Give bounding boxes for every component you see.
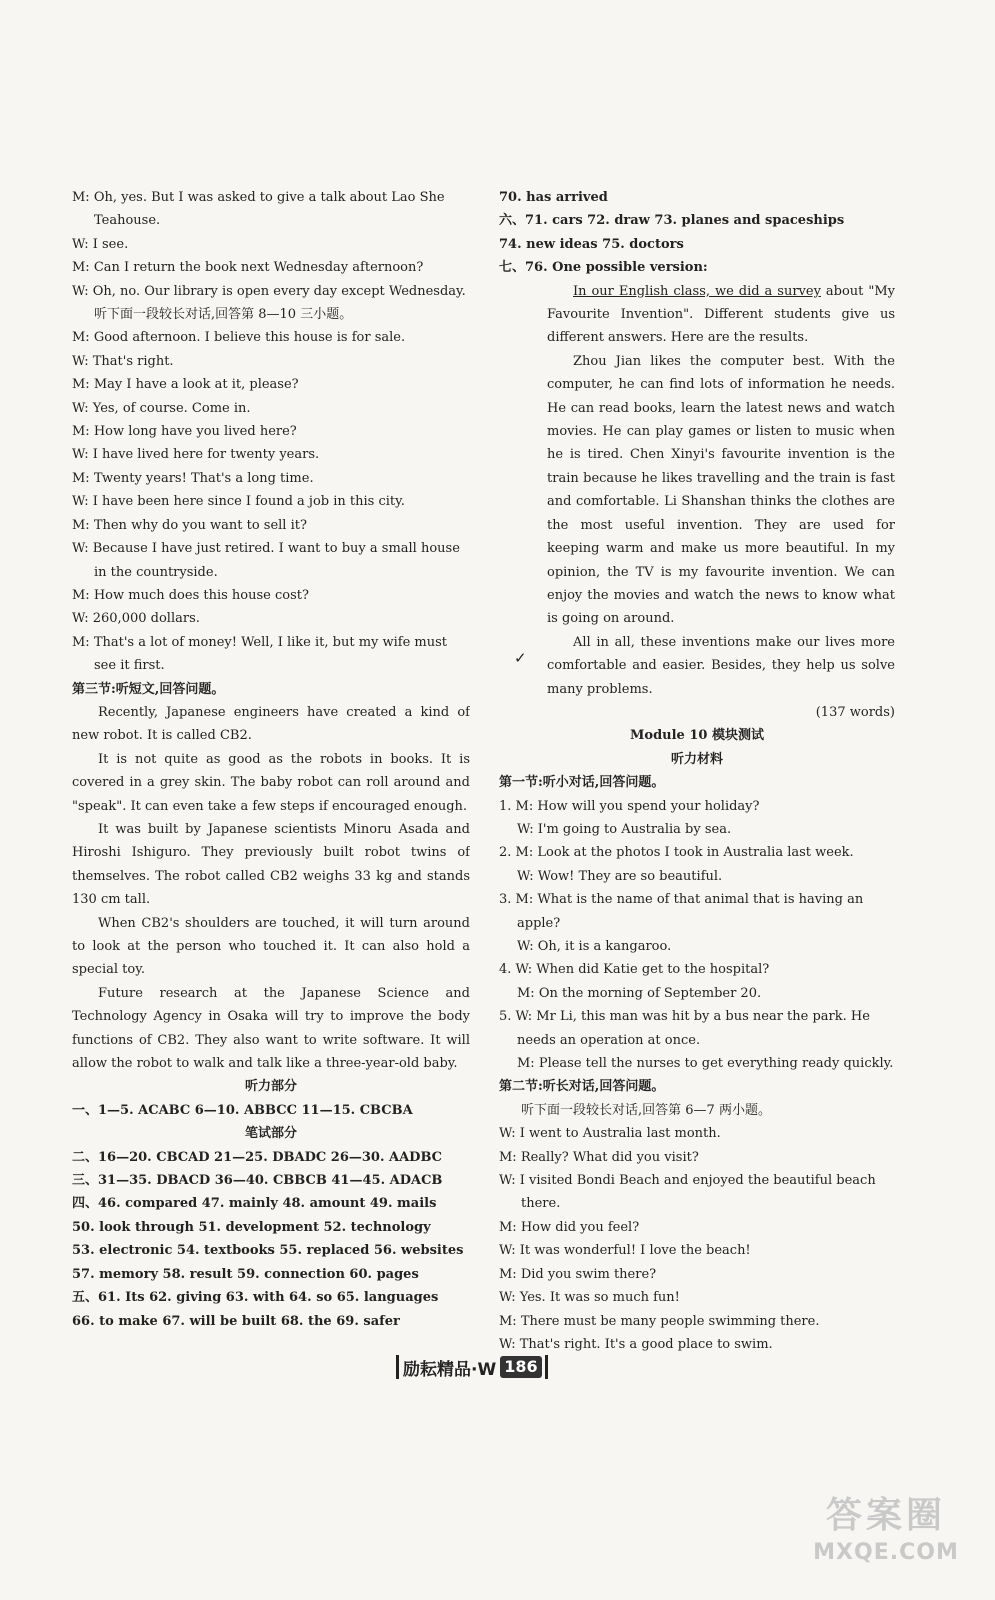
- left-line: M: Then why do you want to sell it?: [72, 517, 307, 533]
- left-line: It was built by Japanese scientists Minoru Asada and Hiroshi Ishiguro. They previously built robot twins of themselves. The robot called CB2 weighs 33 kg and stands 130 cm tall.: [72, 821, 470, 908]
- right-bottom-line: 2. M: Look at the photos I took in Australia last week.: [499, 845, 854, 861]
- right-top-line: 六、71. cars 72. draw 73. planes and spaceships: [499, 213, 845, 229]
- page-footer: [396, 1352, 548, 1382]
- right-bottom-line: M: On the morning of September 20.: [517, 985, 762, 1001]
- left-line: 五、61. Its 62. giving 63. with 64. so 65. languages: [72, 1290, 439, 1306]
- left-line: M: Twenty years! That's a long time.: [72, 470, 314, 486]
- left-line: W: Yes, of course. Come in.: [72, 400, 251, 416]
- right-bottom-line: M: Please tell the nurses to get everything ready quickly.: [517, 1056, 894, 1072]
- right-top-line: 七、76. One possible version:: [499, 260, 708, 276]
- left-line: M: Can I return the book next Wednesday afternoon?: [72, 260, 424, 276]
- watermark: [806, 1494, 966, 1590]
- right-bottom-line: W: Yes. It was so much fun!: [499, 1290, 680, 1306]
- right-bottom-line: 听下面一段较长对话,回答第 6—7 两小题。: [521, 1102, 771, 1118]
- left-line: 57. memory 58. result 59. connection 60. pages: [72, 1266, 419, 1282]
- left-line: 二、16—20. CBCAD 21—25. DBADC 26—30. AADBC: [72, 1149, 443, 1165]
- left-line: 66. to make 67. will be built 68. the 69. safer: [72, 1313, 400, 1329]
- left-column: [72, 186, 470, 1333]
- right-bottom-line: 4. W: When did Katie get to the hospital?: [499, 962, 770, 978]
- left-line: 听下面一段较长对话,回答第 8—10 三小题。: [94, 307, 353, 323]
- right-bottom-line: M: There must be many people swimming there.: [499, 1313, 820, 1329]
- right-bottom-line: W: I'm going to Australia by sea.: [517, 821, 732, 837]
- left-line: It is not quite as good as the robots in books. It is covered in a grey skin. The baby robot can roll around and "speak". It can even take a few steps if encouraged enough.: [72, 751, 470, 814]
- left-line: M: How long have you lived here?: [72, 424, 297, 440]
- left-line: W: Because I have just retired. I want to buy a small house in the countryside.: [72, 541, 460, 580]
- left-line: W: 260,000 dollars.: [72, 611, 200, 627]
- left-line: Future research at the Japanese Science and Technology Agency in Osaka will try to improve the body functions of CB2. They also want to write software. It will allow the robot to walk and talk like a three-year-old baby.: [72, 985, 470, 1072]
- left-line: 一、1—5. ACABC 6—10. ABBCC 11—15. CBCBA: [72, 1102, 413, 1118]
- left-line: W: I have lived here for twenty years.: [72, 447, 320, 463]
- right-bottom-line: M: How did you feel?: [499, 1219, 640, 1235]
- left-line: W: That's right.: [72, 353, 174, 369]
- left-line: W: I see.: [72, 236, 129, 252]
- right-bottom-line: M: Really? What did you visit?: [499, 1149, 699, 1165]
- left-line: When CB2's shoulders are touched, it will turn around to look at the person who touched it. It can also hold a special toy.: [72, 915, 470, 978]
- right-bottom-line: 1. M: How will you spend your holiday?: [499, 798, 760, 814]
- left-line: M: How much does this house cost?: [72, 587, 309, 603]
- essay-paragraph: Zhou Jian likes the computer best. With the computer, he can find lots of information he needs. He can read books, learn the latest news and watch movies. He can play games or listen to music when he is tired. Chen Xinyi's favourite invention is the train because he likes travelling and the train is fast and comfortable. Li Shanshan thinks the clothes are the most useful invention. They are used for keeping warm and make us more beautiful. In my opinion, the TV is my favourite invention. We can enjoy the movies and watch the news to know what is going on around.: [547, 353, 895, 627]
- right-bottom-line: 第二节:听长对话,回答问题。: [499, 1079, 665, 1095]
- left-line: 53. electronic 54. textbooks 55. replaced 56. websites: [72, 1243, 464, 1259]
- right-bottom-line: W: I went to Australia last month.: [499, 1126, 721, 1142]
- answer-key-top: [499, 186, 895, 280]
- left-line: M: Oh, yes. But I was asked to give a talk about Lao She Teahouse.: [72, 190, 445, 229]
- module-listening-script: [499, 771, 895, 1356]
- essay-paragraph: All in all, these inventions make our lives more comfortable and easier. Besides, they help us solve many problems.: [547, 634, 895, 697]
- essay-paragraph: In our English class, we did a survey about "My Favourite Invention". Different students give us different answers. Here are the results.: [547, 283, 895, 346]
- word-count: (137 words): [815, 704, 895, 720]
- left-line: M: That's a lot of money! Well, I like it, but my wife must see it first.: [72, 634, 448, 674]
- right-bottom-line: 3. M: What is the name of that animal that is having an apple?: [499, 892, 864, 931]
- right-bottom-line: W: Wow! They are so beautiful.: [517, 868, 723, 884]
- footer-brand: 励耘精品·W: [403, 1359, 497, 1380]
- right-bottom-line: W: I visited Bondi Beach and enjoyed the beautiful beach there.: [499, 1173, 876, 1212]
- left-line: 听力部分: [244, 1079, 297, 1095]
- footer-bar-right: [545, 1355, 548, 1379]
- left-line: Recently, Japanese engineers have created a kind of new robot. It is called CB2.: [72, 704, 470, 744]
- right-bottom-line: M: Did you swim there?: [499, 1266, 657, 1282]
- right-top-line: 74. new ideas 75. doctors: [499, 236, 684, 252]
- listening-material-title: 听力材料: [670, 751, 723, 767]
- right-column: [499, 186, 895, 1356]
- right-bottom-line: 5. W: Mr Li, this man was hit by a bus near the park. He needs an operation at once.: [499, 1009, 870, 1048]
- right-bottom-line: W: It was wonderful! I love the beach!: [499, 1243, 751, 1259]
- left-line: 四、46. compared 47. mainly 48. amount 49. mails: [72, 1196, 437, 1212]
- check-mark-icon: ✓: [514, 649, 527, 667]
- left-line: 三、31—35. DBACD 36—40. CBBCB 41—45. ADACB: [72, 1173, 443, 1189]
- module-title: Module 10 模块测试: [630, 728, 764, 744]
- right-bottom-line: W: That's right. It's a good place to swim.: [499, 1336, 773, 1352]
- model-essay: [499, 280, 895, 701]
- right-bottom-line: W: Oh, it is a kangaroo.: [517, 939, 672, 954]
- page-number: 186: [500, 1356, 541, 1378]
- left-line: W: Oh, no. Our library is open every day except Wednesday.: [72, 283, 466, 299]
- watermark-text: 答案圈: [825, 1495, 946, 1536]
- left-line: W: I have been here since I found a job in this city.: [72, 494, 405, 510]
- right-bottom-line: 第一节:听小对话,回答问题。: [499, 775, 665, 791]
- left-line: 50. look through 51. development 52. technology: [72, 1219, 431, 1235]
- right-top-line: 70. has arrived: [499, 190, 608, 205]
- watermark-url: MXQE.COM: [813, 1540, 959, 1565]
- left-line: M: May I have a look at it, please?: [72, 377, 299, 393]
- left-line: 第三节:听短文,回答问题。: [72, 681, 225, 697]
- left-line: 笔试部分: [244, 1126, 297, 1142]
- left-line: M: Good afternoon. I believe this house is for sale.: [72, 330, 406, 346]
